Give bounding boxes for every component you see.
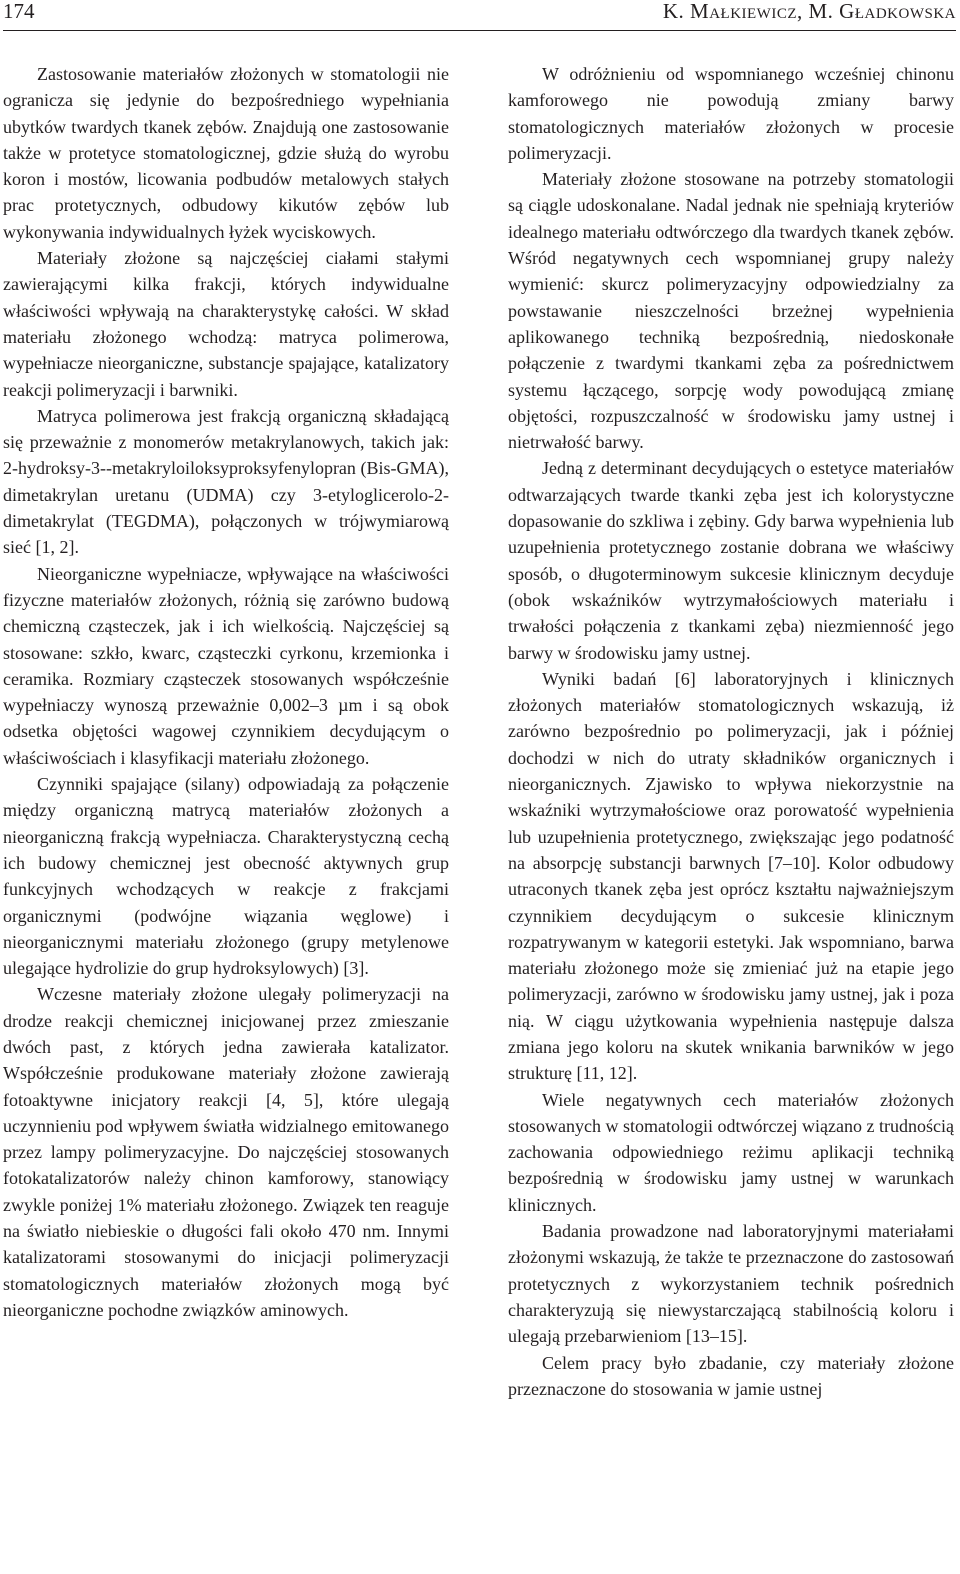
paragraph: Materiały złożone są najczęściej ciałami stałymi zawierającymi kilka frakcji, których indywidualne właściwości wpływają na charakterystykę całości. W skład materiału złożonego wchodzą: matryca polimerowa, wypełniacze nieorganiczne, substancje spajające, katalizatory reakcji polimeryzacji i barwniki.	[3, 248, 449, 400]
left-column	[3, 61, 449, 1571]
paragraph: Wiele negatywnych cech materiałów złożonych stosowanych w stomatologii odtwórczej wiązano z trudnością zachowania odpowiedniego reżimu aplikacji techniką bezpośrednią w środowisku jamy ustnej w warunkach klinicznych.	[508, 1089, 954, 1215]
running-head-authors: K. Małkiewicz, M. Gładkowska	[662, 0, 956, 23]
paragraph: Matryca polimerowa jest frakcją organiczną składającą się przeważnie z monomerów metakrylanowych, takich jak: 2-hydroksy-3--metakryloiloksyproksyfenylopran (Bis-GMA), dimetakrylan uretanu (UDMA) czy 3-etyloglicerolo-2-dimetakrylat (TEGDMA), połączonych w trójwymiarową sieć [1, 2].	[3, 405, 449, 558]
paragraph: W odróżnieniu od wspomnianego wcześniej chinonu kamforowego nie powodują zmiany barwy stomatologicznych materiałów złożonych w procesie polimeryzacji.	[508, 64, 954, 163]
paragraph: Materiały złożone stosowane na potrzeby stomatologii są ciągle udoskonalane. Nadal jednak nie spełniają kryteriów idealnego materiału odtwórczego dla twardych tkanek zębów. Wśród negatywnych cech wspomnianej grupy należy wymienić: skurcz polimeryzacyjny odpowiedzialny za powstawanie nieszczelności brzeżnej wypełnienia aplikowanego techniką bezpośrednią, niedoskonałe połączenie z twardymi tkankami zęba za pośrednictwem systemu łączącego, sorpcję wody powodującą zmianę objętości, rozpuszczalność w środowisku jamy ustnej i nietrwałość barwy.	[508, 169, 954, 453]
paragraph: Wyniki badań [6] laboratoryjnych i klinicznych złożonych materiałów stomatologicznych wskazują, iż zarówno bezpośrednio po polimeryzacji, jak i później dochodzi w nich do utraty składników organicznych i nieorganicznych. Zjawisko to wpływa niekorzystnie na wskaźniki wytrzymałościowe oraz porowatość wypełnienia lub uzupełnienia protetycznego, zwiększając jego podatność na absorpcję substancji barwnych [7–10]. Kolor odbudowy utraconych tkanek zęba jest oprócz kształtu najważniejszym czynnikiem decydującym o sukcesie klinicznym rozpatrywanym w kategorii estetyki. Jak wspomniano, barwa materiału złożonego może się zmieniać już na etapie jego polimeryzacji, zarówno w środowisku jamy ustnej, jak i poza nią. W ciągu użytkowania wypełnienia następuje dalsza zmiana jego koloru na skutek wnikania barwników w jego strukturę [11, 12].	[508, 668, 954, 1084]
page-number: 174	[3, 0, 35, 23]
paragraph: Jedną z determinant decydujących o estetyce materiałów odtwarzających twarde tkanki zęba jest ich kolorystyczne dopasowanie do szkliwa i zębiny. Gdy barwa wypełnienia lub uzupełnienia protetycznego zostanie dobrana we właściwy sposób, o długoterminowym sukcesie klinicznym decyduje (obok wskaźników wytrzymałościowych materiału i trwałości połączenia z tkankami zęba) niezmienność jego barwy w środowisku jamy ustnej.	[508, 458, 954, 663]
paragraph: Badania prowadzone nad laboratoryjnymi materiałami złożonymi wskazują, że także te przeznaczone do zastosowań protetycznych z wykorzystaniem technik pośrednich charakteryzują się niewystarczającą stabilnością koloru i ulegają przebarwieniom [13–15].	[508, 1221, 954, 1347]
paragraph: Czynniki spajające (silany) odpowiadają za połączenie między organiczną matrycą materiałów złożonych a nieorganiczną frakcją wypełniacza. Charakterystyczną cechą ich budowy chemicznej jest obecność aktywnych grup funkcyjnych wchodzących w reakcje z frakcjami organicznymi (podwójne wiązania węglowe) i nieorganicznymi materiału złożonego (grupy metylenowe ulegające hydrolizie do grup hydroksylowych) [3].	[3, 774, 449, 979]
paragraph: Wczesne materiały złożone ulegały polimeryzacji na drodze reakcji chemicznej inicjowanej przez zmieszanie dwóch past, z których jedna zawierała katalizator. Współcześnie produkowane materiały złożone zawierają fotoaktywne inicjatory reakcji [4, 5], które ulegają uczynnieniu pod wpływem światła widzialnego emitowanego przez lampy polimeryzacyjne. Do najczęściej stosowanych fotokatalizatorów należy chinon kamforowy, stanowiący zwykle poniżej 1% materiału złożonego. Związek ten reaguje na światło niebieskie o długości fali około 470 nm. Innymi katalizatorami stosowanymi do inicjacji polimeryzacji stomatologicznych materiałów złożonych mogą być nieorganiczne pochodne związków aminowych.	[3, 984, 449, 1320]
page-header	[3, 0, 956, 31]
right-column	[508, 61, 954, 1571]
paragraph: Zastosowanie materiałów złożonych w stomatologii nie ogranicza się jedynie do bezpośredniego wypełniania ubytków twardych tkanek zębów. Znajdują one zastosowanie także w protetyce stomatologicznej, gdzie służą do wyrobu koron i mostów, licowania podbudów metalowych stałych prac protetycznych, odbudowy kikutów zębów lub wykonywania indywidualnych łyżek wyciskowych.	[3, 64, 449, 242]
paragraph: Nieorganiczne wypełniacze, wpływające na właściwości fizyczne materiałów złożonych, różnią się zarówno budową chemiczną cząsteczek, jak i ich wielkością. Najczęściej są stosowane: szkło, kwarc, cząsteczki cyrkonu, krzemionka i ceramika. Rozmiary cząsteczek stosowanych współcześnie wypełniaczy wynoszą przeważnie 0,002–3 µm i są obok odsetka objętości wagowej czynnikiem decydującym o właściwościach i klasyfikacji materiału złożonego.	[3, 563, 449, 768]
paragraph: Celem pracy było zbadanie, czy materiały złożone przeznaczone do stosowania w jamie ustnej	[508, 1352, 954, 1399]
